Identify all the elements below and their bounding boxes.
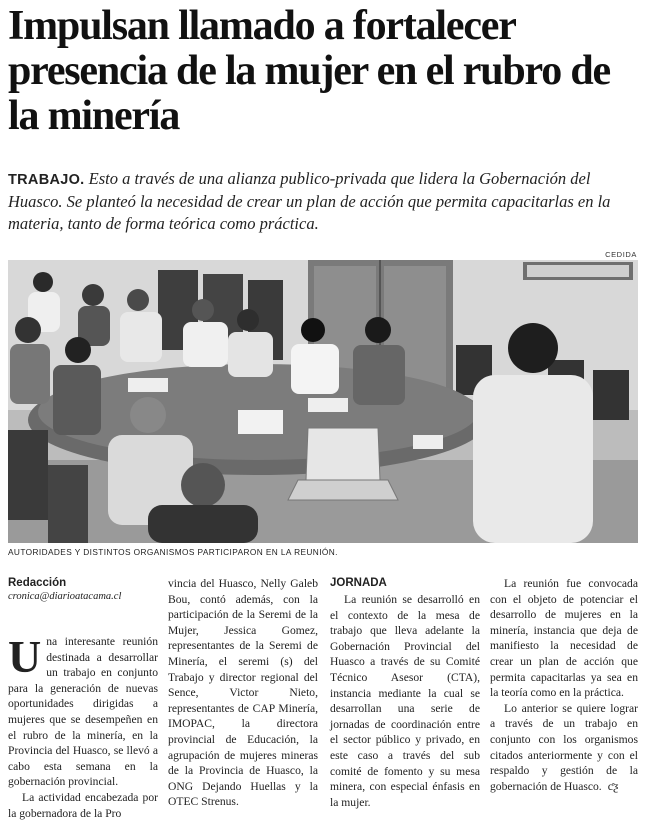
byline: Redacción [8, 577, 67, 589]
body-paragraph: Una interesante reunión destinada a desarrollar un trabajo en conjunto para la generación de nuevas oportunidades dirigidas a mujeres que se desempeñen en el rubro de la minería, en la Provincia del Huasco, se llevó a cabo esta semana en la gobernación provincial. [8, 631, 158, 789]
body-column-3 [330, 576, 480, 810]
photo-credit: CEDIDA [605, 250, 637, 259]
drop-cap: U [8, 631, 42, 682]
author-email[interactable]: cronica@diarioatacama.cl [8, 591, 122, 602]
body-paragraph: La reunión se desarrolló en el contexto de la mesa de trabajo que lleva adelante la Gobernación Provincial del Huasco a través de su Comité Técnico Asesor (CTA), instancia mediante la cual se desarrollan una serie de jornadas de coordinación entre el sector público y privado, en este caso a través del sub comité de fomento y su mesa minera, con especial énfasis en la mujer. [330, 593, 480, 809]
end-mark-icon: ƈƺ [607, 778, 619, 793]
meeting-photo [8, 260, 638, 543]
body-paragraph: La reunión fue convocada con el objeto de potenciar el desarrollo de mujeres en la minería, instancia que deja de manifiesto la necesidad de crear un plan de acción que permita capacitarlas ya sea en la teoría como en la práctica. [490, 577, 638, 700]
lead-paragraph [8, 168, 638, 235]
body-column-2 [168, 576, 318, 810]
photo-caption: AUTORIDADES Y DISTINTOS ORGANISMOS PARTICIPARON EN LA REUNIÓN. [8, 547, 338, 557]
body-paragraph: Lo anterior se quiere lograr a través de un trabajo en conjunto con los organismos citados anteriormente y con el respaldo y gestión de la gobernación de Huasco. ƈƺ [490, 701, 638, 793]
lead-text: Esto a través de una alianza publico-privada que lidera la Gobernación del Huasco. Se planteó la necesidad de crear un plan de acción que permita capacitarlas en la materia, tanto de forma teórica como práctica. [8, 169, 611, 233]
body-column-1 [8, 576, 158, 821]
headline: Impulsan llamado a fortalecer presencia de la mujer en el rubro de la minería [8, 3, 610, 139]
body-paragraph: vincia del Huasco, Nelly Galeb Bou, contó además, con la participación de la Seremi de la Mujer, Jessica Gomez, representantes de la Seremi de Minería, el seremi (s) del Trabajo y director regional del Sence, Victor Nieto, representantes de CAP Minería, IMOPAC, la directora provincial de Educación, la agrupación de mujeres mineras de la Provincia de Huasco, la ONG Dejando Huellas y la OTEC Strenus. [168, 577, 318, 809]
subhead: JORNADA [330, 577, 387, 589]
body-column-4 [490, 576, 638, 794]
body-paragraph: La actividad encabezada por la gobernadora de la Pro [8, 790, 158, 820]
section-kicker: TRABAJO. [8, 172, 85, 188]
